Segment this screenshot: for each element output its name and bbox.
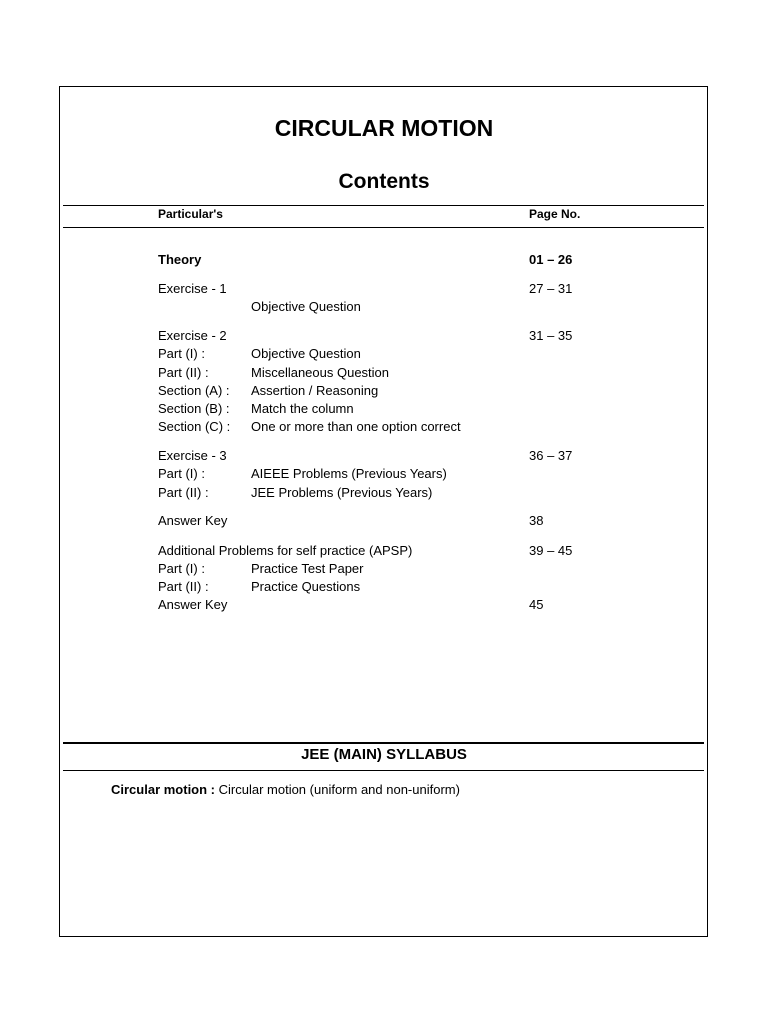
row-description: Miscellaneous Question [251, 365, 390, 380]
syllabus-text: Circular motion (uniform and non-uniform) [215, 782, 460, 797]
row-particular: Part (I) : [158, 346, 205, 361]
row-particular: Theory [158, 252, 202, 267]
row-description: Practice Test Paper [251, 561, 364, 576]
row-description: Practice Questions [251, 579, 361, 594]
row-particular: Part (II) : [158, 485, 209, 500]
row-particular: Exercise - 1 [158, 281, 227, 296]
row-particular: Additional Problems for self practice (APSP) [158, 543, 413, 558]
syllabus-line [111, 782, 460, 798]
row-page-number: 31 – 35 [529, 328, 573, 343]
row-description: Assertion / Reasoning [251, 383, 379, 398]
header-bottom-rule [63, 227, 704, 228]
header-page-no: Page No. [529, 207, 581, 221]
syllabus-heading: JEE (MAIN) SYLLABUS [301, 746, 467, 763]
row-page-number: 36 – 37 [529, 448, 573, 463]
syllabus-bottom-rule [63, 770, 704, 771]
row-description: Objective Question [251, 346, 361, 361]
row-page-number: 39 – 45 [529, 543, 573, 558]
row-description: Objective Question [251, 299, 361, 314]
row-page-number: 01 – 26 [529, 252, 573, 267]
row-page-number: 45 [529, 597, 544, 612]
row-particular: Section (B) : [158, 401, 230, 416]
row-particular: Part (I) : [158, 561, 205, 576]
document-title: CIRCULAR MOTION [274, 115, 494, 141]
contents-heading: Contents [338, 170, 430, 193]
row-description: JEE Problems (Previous Years) [251, 485, 433, 500]
row-particular: Part (II) : [158, 579, 209, 594]
page-border [59, 86, 708, 937]
row-page-number: 38 [529, 513, 544, 528]
header-particulars: Particular's [158, 207, 223, 221]
syllabus-label: Circular motion : [111, 782, 216, 797]
row-particular: Exercise - 2 [158, 328, 227, 343]
row-particular: Section (A) : [158, 383, 230, 398]
row-particular: Section (C) : [158, 419, 231, 434]
row-description: AIEEE Problems (Previous Years) [251, 466, 447, 481]
row-particular: Part (I) : [158, 466, 205, 481]
row-page-number: 27 – 31 [529, 281, 573, 296]
row-description: Match the column [251, 401, 354, 416]
row-particular: Part (II) : [158, 365, 209, 380]
row-particular: Answer Key [158, 597, 228, 612]
row-particular: Answer Key [158, 513, 228, 528]
row-particular: Exercise - 3 [158, 448, 227, 463]
row-description: One or more than one option correct [251, 419, 461, 434]
syllabus-top-rule [63, 742, 704, 744]
